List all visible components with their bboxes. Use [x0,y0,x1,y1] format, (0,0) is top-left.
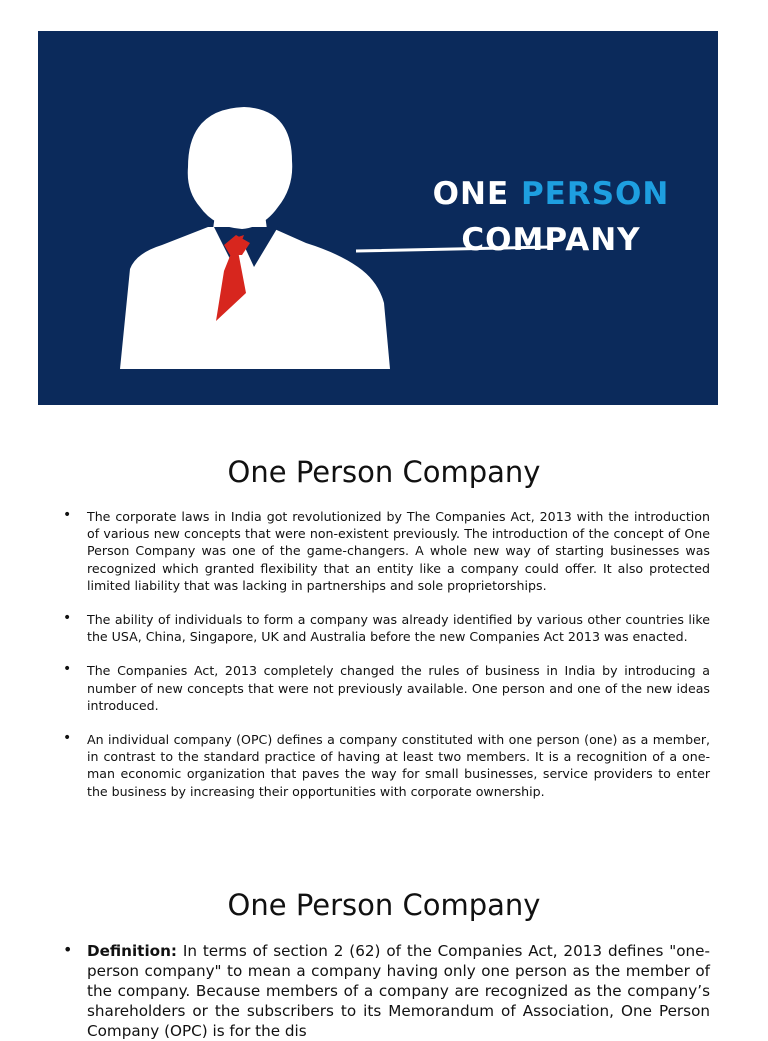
banner-title [396,171,706,263]
definition-item [60,941,710,1041]
bullet-item: • An individual company (OPC) defines a company constituted with one person (one) as a member, in contrast to the standard practice of having at least two members. It is a recognition of a one-man economic organization that paves the way for small businesses, service providers to enter the business by increasing their opportunities with corporate ownership. [60,731,710,800]
section2-bullet-list [60,941,710,1041]
banner-word-one: ONE [432,176,510,212]
bullet-item: • The corporate laws in India got revolutionized by The Companies Act, 2013 with the introduction of various new concepts that were non-existent previously. The introduction of the concept of One Person Company was one of the game-changers. A whole new way of starting businesses was recognized which granted flexibility that an entity like a company could offer. It also protected limited liability that was lacking in partnerships and sole proprietorships. [60,508,710,594]
section1-bullet-list [60,508,710,817]
bullet-item: • The ability of individuals to form a company was already identified by various other countries like the USA, China, Singapore, UK and Australia before the new Companies Act 2013 was enacted. [60,611,710,645]
bullet-item: • The Companies Act, 2013 completely changed the rules of business in India by introducing a number of new concepts that were not previously available. One person and one of the new ideas introduced. [60,662,710,714]
banner-word-person: PERSON [520,176,670,212]
section2-title: One Person Company [227,888,541,922]
banner-word-company: COMPANY [461,222,641,258]
definition-text: In terms of section 2 (62) of the Companies Act, 2013 defines "one-person company" to mean a company having only one person as the member of the company. Because members of a company are recognized as the company’s shareholders or the subscribers to its Memorandum of Association, One Person Company (OPC) is for the dis [87,942,710,1040]
definition-label: Definition: [87,942,177,960]
section1-title: One Person Company [227,455,541,489]
banner-image [38,31,718,405]
